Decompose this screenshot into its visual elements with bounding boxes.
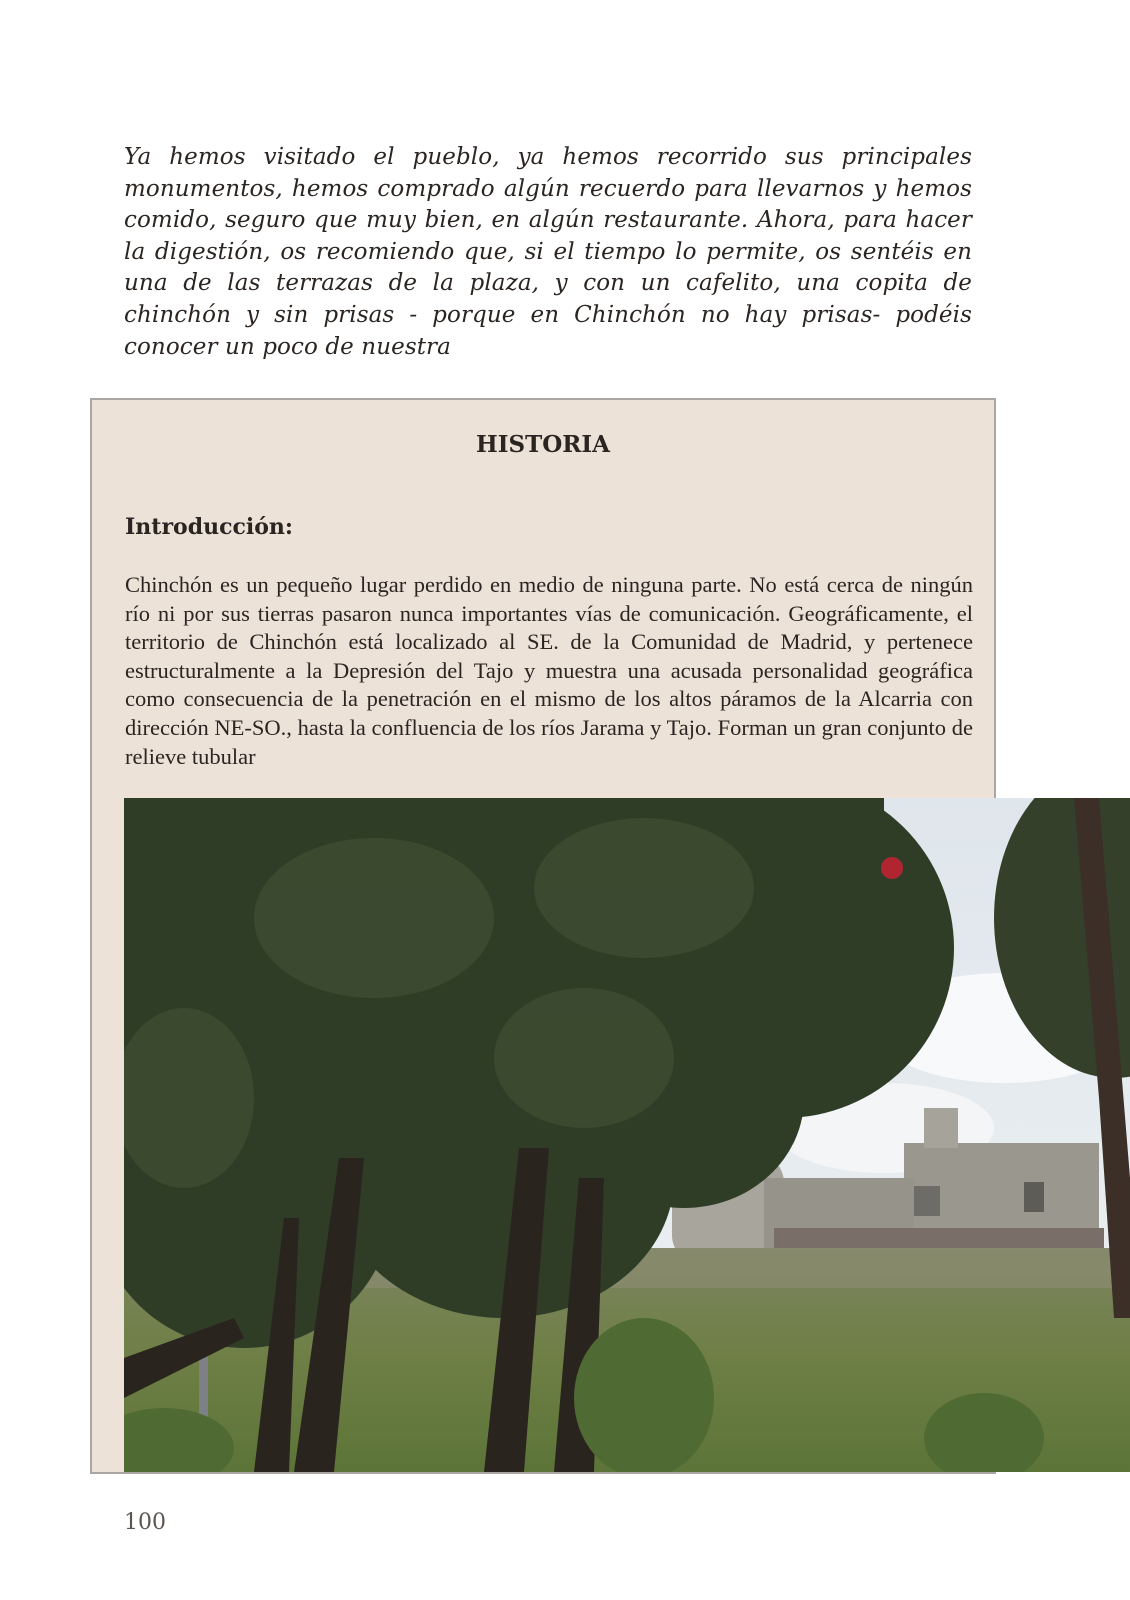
red-blossom [881,857,903,879]
intro-paragraph: Ya hemos visitado el pueblo, ya hemos recorrido sus principales monumentos, hemos comprado algún recuerdo para llevarnos y hemos comido, seguro que muy bien, en algún restaurante. Ahora, para hacer la digestión, os recomiendo que, si el tiempo lo permite, os sentéis en una de las terrazas de la plaza, y con un cafelito, una copita de chinchón y sin prisas - porque en Chinchón no hay prisas- podéis conocer un poco de nuestra [124,144,972,360]
castle-photo [124,798,1130,1472]
page-number: 100 [124,1510,166,1535]
section-title: HISTORIA [476,431,610,458]
section-body: Chinchón es un pequeño lugar perdido en medio de ninguna parte. No está cerca de ningún río ni por sus tierras pasaron nunca importantes vías de comunicación. Geográficamente, el territorio de Chinchón está localizado al SE. de la Comunidad de Madrid, y pertenece estructuralmente a la Depresión del Tajo y muestra una acusada personalidad geográfica como consecuencia de la penetración en el mismo de los altos páramos de la Alcarria con dirección NE-SO., hasta la confluencia de los ríos Jarama y Tajo. Forman un gran conjunto de relieve tubular [125,572,973,769]
section-subheading: Introducción: [125,514,294,540]
